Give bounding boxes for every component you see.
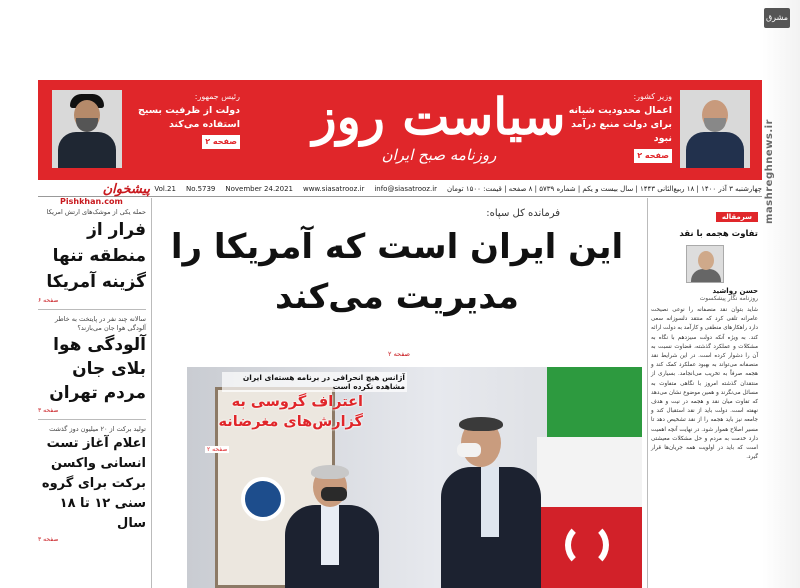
pishkhan-wordmark: پیشخوان: [102, 182, 150, 197]
photo-overlay-headline[interactable]: [187, 392, 363, 432]
news-page: صفحه ۳: [38, 536, 59, 543]
masthead-left-teaser[interactable]: [130, 90, 240, 170]
person-grossi: [277, 467, 387, 588]
author-photo: [686, 245, 724, 283]
main-kicker: فرمانده کل سپاه:: [486, 208, 560, 219]
newspaper-logo: [294, 88, 584, 174]
issue-info-bar: [150, 183, 762, 195]
editorial-title[interactable]: تفاوت هجمه با نقد: [679, 229, 758, 239]
section-label: سرمقاله: [716, 212, 758, 222]
minister-portrait: [680, 90, 750, 168]
editorial-column: [649, 198, 762, 588]
teaser-label: رئیس جمهور:: [194, 92, 240, 101]
author-name: حسن رواشید: [712, 287, 758, 295]
headline-page: صفحه ۲: [388, 350, 411, 358]
issue-volume-en: Vol.21: [154, 185, 176, 193]
photo-caption: آژانس هیچ انحرافی در برنامه هسته‌ای ایران مشاهده نکرده است: [222, 372, 407, 392]
main-headline[interactable]: [162, 222, 632, 322]
headline-line-1: این ایران است که آمریکا را: [170, 227, 624, 267]
watermark-badge: مشرق: [764, 8, 790, 28]
issue-email[interactable]: info@siasatrooz.ir: [374, 185, 438, 193]
column-divider: [151, 198, 152, 588]
news-kicker: حمله یکی از موشک‌های ارتش امریکا: [46, 208, 146, 216]
issue-date: چهارشنبه ۳ آذر ۱۴۰۰ | ۱۸ ربیع‌الثانی ۱۴۴۳ | سال بیست و یکم | شماره ۵۷۳۹ | ۸ صفحه | قیمت: ۱۵۰۰ تومان: [447, 185, 762, 193]
news-item[interactable]: [38, 208, 146, 304]
issue-website[interactable]: www.siasatrooz.ir: [302, 185, 365, 193]
logo-subtitle: روزنامه صبح ایران: [381, 146, 497, 164]
masthead-right-teaser[interactable]: [562, 90, 672, 170]
divider: [38, 309, 146, 310]
news-kicker: تولید برکت از ۲۰ میلیون دوز گذشت: [49, 425, 146, 433]
divider: [38, 419, 146, 420]
pishkhan-url: Pishkhan.com: [60, 197, 123, 206]
issue-date-en: November 24.2021: [225, 185, 293, 193]
iran-flag-emblem: [565, 522, 609, 568]
teaser-text: اعمال محدودیت شبانه برای دولت منبع درآمد نبود: [568, 105, 672, 144]
column-divider: [647, 198, 648, 588]
news-item[interactable]: [38, 425, 146, 543]
teaser-text: دولت از ظرفیت بسیج استفاده می‌کند: [137, 105, 240, 130]
president-portrait: [52, 90, 122, 168]
left-news-column: [38, 198, 150, 588]
watermark-text: mashreghnews.ir: [764, 119, 775, 224]
news-item[interactable]: [38, 315, 146, 414]
teaser-page: صفحه ۲: [202, 135, 240, 149]
news-kicker: سالانه چند نفر در پایتخت به خاطر آلودگی هوا جان می‌بازند؟: [54, 315, 146, 332]
author-role: روزنامه نگار پیشکسوت: [699, 295, 758, 302]
person-eslami: [427, 419, 547, 588]
headline-line-2: مدیریت می‌کند: [275, 277, 519, 317]
overlay-line-1: اعتراف گروسی به: [231, 394, 363, 410]
editorial-body: شاید بتوان نقد منصفانه را نوعی نصیحت عامرانه تلقی کرد که منتقد دلسوزانه سعی دارد راهکارهای منطقی و کارآمد به دولت ارائه کند. به ویژه آنکه دولت سیزدهم با نگاه به مشکلات و عملکرد گذشته، قضاوت نسبت به آن را دشوار کرده است. در این شرایط نقد منصفانه می‌تواند به بهبود عملکرد کمک کند و هجمه صرفاً به تخریب می‌انجامد. بسیاری از منتقدان گذشته امروز با نگاهی متفاوت به مسائل می‌نگرند و همین موضوع نشان می‌دهد که تفاوت میان نقد و هجمه در نیت و هدف نهفته است. دولت باید از نقد استقبال کند و جامعه نیز باید هجمه را از نقد تشخیص دهد تا مسیر اصلاح هموار شود. در نهایت آنچه اهمیت دارد خدمت به مردم و حل مشکلات معیشتی است که باید در اولویت همه جریان‌ها قرار گیرد.: [651, 307, 758, 461]
news-headline: آلودگی هوا بلای جان مردم تهران: [49, 335, 146, 403]
news-page: صفحه ۶: [38, 297, 59, 304]
teaser-label: وزیر کشور:: [633, 92, 672, 101]
teaser-page: صفحه ۲: [634, 149, 672, 163]
overlay-page: صفحه ۲: [207, 446, 228, 453]
issue-number-en: No.5739: [185, 185, 216, 193]
logo-title: سیاست روز: [312, 87, 566, 146]
news-headline: فرار از منطقه تنها گزینه آمریکا: [46, 220, 146, 292]
news-headline: اعلام آغاز تست انسانی واکسن برکت برای گروه سنی ۱۲ تا ۱۸ سال: [41, 436, 146, 531]
overlay-line-2: گزارش‌های مغرضانه: [218, 414, 363, 430]
masthead: [38, 80, 762, 180]
news-page: صفحه ۳: [38, 407, 59, 414]
